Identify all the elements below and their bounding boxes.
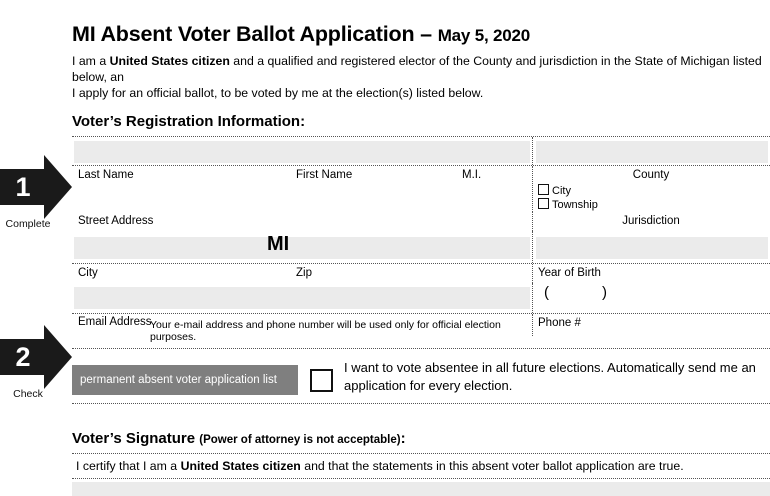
permanent-list-section <box>72 348 770 404</box>
checkbox-city-label: City <box>552 185 571 197</box>
phone-input-field[interactable] <box>536 283 770 309</box>
page-title-text: MI Absent Voter Ballot Application – <box>72 22 438 46</box>
city-zip-input-field[interactable] <box>74 287 530 309</box>
year-of-birth-label-cell <box>532 264 770 283</box>
email-usage-note: Your e-mail address and phone number will be used only for official election purposes. <box>150 319 501 343</box>
table-row <box>72 264 770 283</box>
table-row <box>72 166 770 212</box>
intro-paragraph <box>72 53 770 101</box>
column-divider <box>532 166 533 212</box>
label-city: City <box>78 267 98 279</box>
permanent-list-label: permanent absent voter application list <box>72 365 298 395</box>
step-marker-column <box>0 0 72 470</box>
arrow-head-icon <box>44 325 72 389</box>
registration-section-heading: Voter’s Registration Information: <box>72 113 306 130</box>
step-number-2: 2 <box>15 342 31 372</box>
label-last-name: Last Name <box>78 169 134 181</box>
column-divider <box>532 137 533 165</box>
election-date: May 5, 2020 <box>437 26 531 45</box>
label-phone: Phone # <box>538 317 581 329</box>
name-fill-cell[interactable] <box>72 137 532 165</box>
county-label-cell <box>532 166 770 212</box>
street-fill-cell[interactable] <box>72 231 532 263</box>
checkbox-city[interactable] <box>538 184 571 197</box>
step-caption-1: Complete <box>5 218 51 230</box>
phone-label-cell <box>532 314 770 336</box>
arrow-head-icon <box>44 155 72 219</box>
label-mi: M.I. <box>462 169 482 181</box>
label-jurisdiction: Jurisdiction <box>622 215 680 227</box>
column-divider <box>532 264 533 283</box>
label-first-name: First Name <box>296 169 353 181</box>
permanent-list-line-2: application for every election. <box>344 378 513 393</box>
signature-section-heading <box>72 430 770 447</box>
column-divider <box>532 314 533 336</box>
table-row <box>72 314 770 343</box>
certify-text-c: and that the statements in this absent voter ballot application are true. <box>300 459 684 473</box>
county-input-field[interactable] <box>536 141 768 163</box>
permanent-list-band <box>72 355 770 395</box>
permanent-list-description <box>344 355 770 395</box>
table-row <box>72 137 770 166</box>
step-caption-2: Check <box>13 388 43 400</box>
signature-heading-note: (Power of attorney is not acceptable) <box>199 434 401 446</box>
table-row <box>72 283 770 314</box>
phone-fill-cell[interactable] <box>532 283 770 313</box>
certify-citizen-emphasis: United States citizen <box>180 459 301 473</box>
permanent-list-checkbox-icon[interactable] <box>310 369 333 392</box>
jurisdiction-input-field[interactable] <box>536 237 768 259</box>
state-abbrev-label: MI <box>267 233 290 255</box>
column-divider <box>532 283 533 313</box>
street-input-field[interactable] <box>74 237 530 259</box>
registration-table <box>72 136 770 343</box>
label-year-of-birth: Year of Birth <box>538 267 601 279</box>
table-row <box>72 231 770 264</box>
step-number-1: 1 <box>15 172 31 202</box>
step-marker-2 <box>0 325 72 400</box>
intro-line-2: I apply for an official ballot, to be voted by me at the election(s) listed below. <box>72 86 484 100</box>
certification-text <box>72 454 770 479</box>
page-title <box>72 22 770 47</box>
certify-text-a: I certify that I am a <box>76 459 181 473</box>
arrow-shape-1 <box>0 155 72 219</box>
name-input-field[interactable] <box>74 141 530 163</box>
checkbox-icon[interactable] <box>538 184 549 195</box>
permanent-list-checkbox-cell[interactable] <box>298 365 344 395</box>
table-row <box>72 212 770 231</box>
arrow-shape-2 <box>0 325 72 389</box>
label-county: County <box>632 169 670 181</box>
signature-heading-colon: : <box>400 430 406 447</box>
city-zip-fill-cell[interactable] <box>72 283 532 313</box>
signature-heading-text: Voter’s Signature <box>72 430 200 447</box>
label-email-address: Email Address <box>78 316 152 328</box>
form-content <box>72 0 770 496</box>
signature-input-field[interactable] <box>72 482 770 496</box>
jurisdiction-fill-cell[interactable] <box>532 231 770 263</box>
jurisdiction-label-cell <box>532 212 770 231</box>
column-divider <box>532 231 533 263</box>
checkbox-icon[interactable] <box>538 198 549 209</box>
email-label-cell <box>72 314 532 343</box>
county-fill-cell[interactable] <box>532 137 770 165</box>
permanent-list-line-1: I want to vote absentee in all future elections. Automatically send me an <box>344 360 756 375</box>
phone-open-paren: ( <box>544 284 549 301</box>
intro-text-c: and a qualified and registered elector of the County and jurisdiction in the State of Michigan listed below, an <box>72 54 762 84</box>
phone-close-paren: ) <box>602 284 607 301</box>
intro-text-a: I am a <box>72 54 110 68</box>
column-divider <box>532 212 533 231</box>
step-marker-1 <box>0 155 72 230</box>
label-street-address: Street Address <box>78 215 154 227</box>
label-zip: Zip <box>296 267 312 279</box>
checkbox-township-label: Township <box>552 199 598 211</box>
intro-citizen-emphasis: United States citizen <box>109 54 230 68</box>
checkbox-township[interactable] <box>538 198 598 211</box>
